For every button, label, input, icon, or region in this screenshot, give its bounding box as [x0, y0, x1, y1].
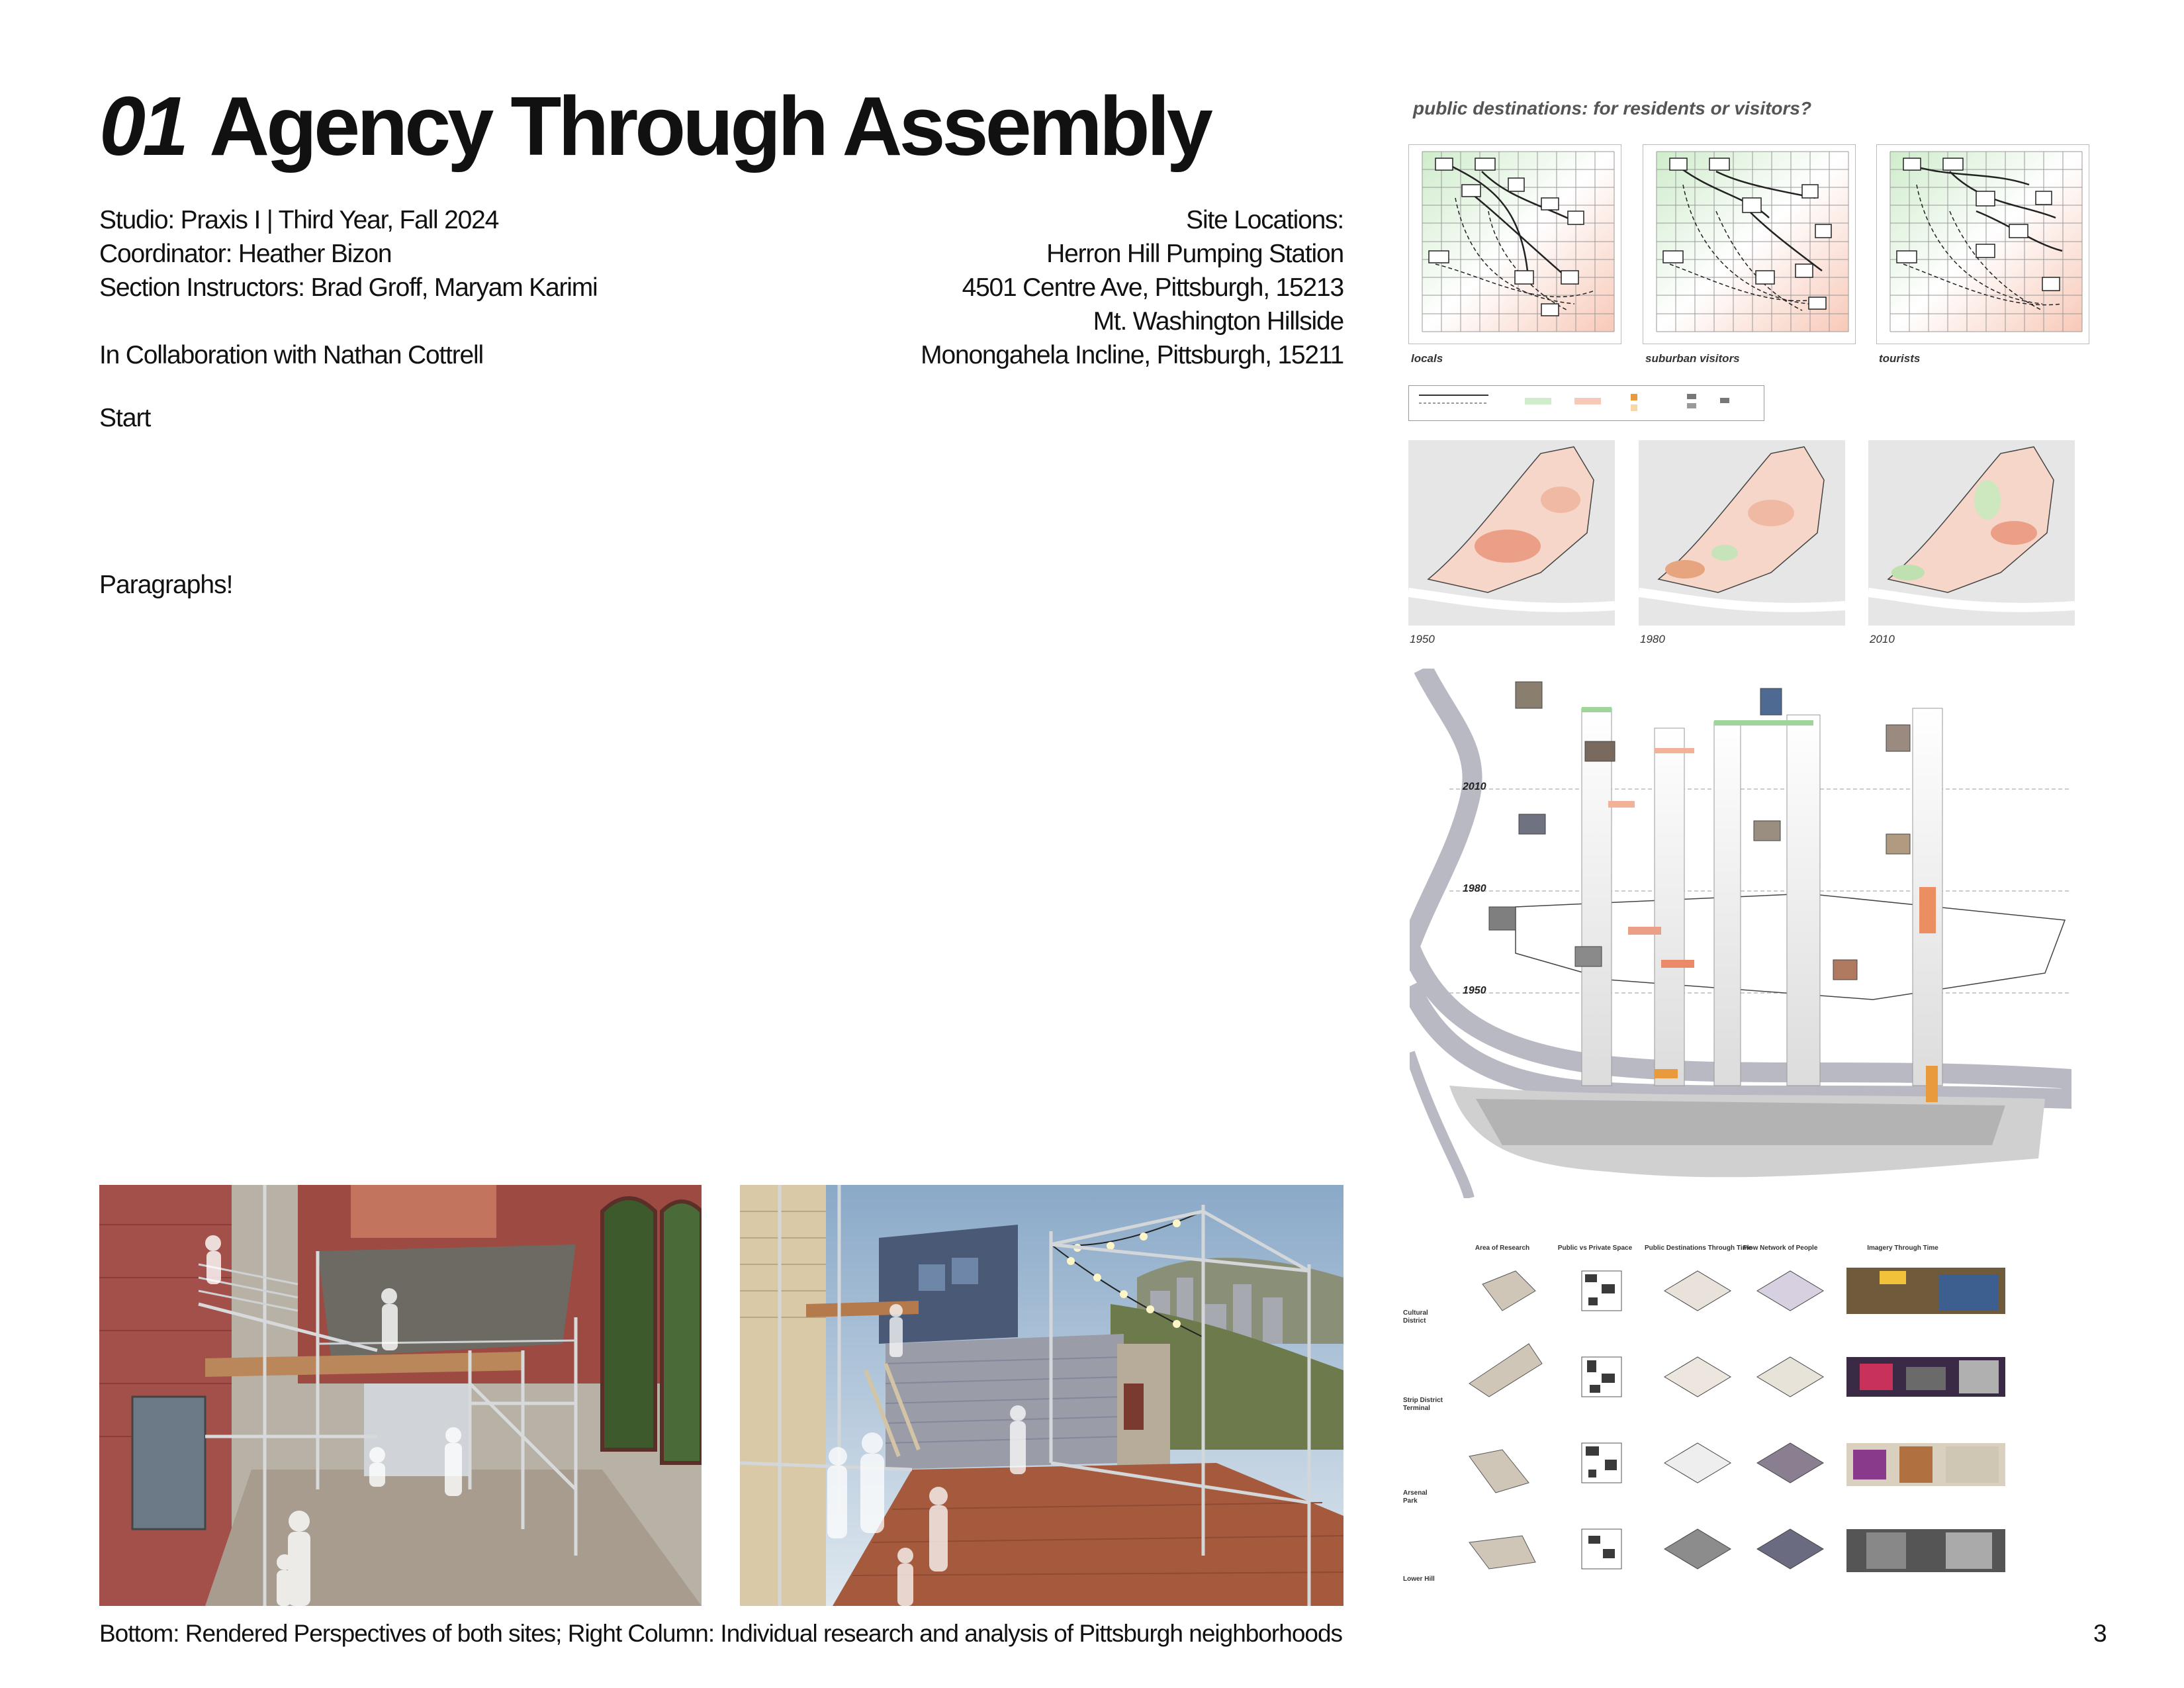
- matrix-row-arsenal: Arsenal Park: [1403, 1489, 1428, 1505]
- render-graphic: [99, 1185, 702, 1606]
- site-1-name: Herron Hill Pumping Station: [1046, 240, 1343, 268]
- grid-label-locals: locals: [1411, 352, 1443, 365]
- instructors-line: Section Instructors: Brad Groff, Maryam Karimi: [99, 273, 598, 302]
- matrix-header-destinations: Public Destinations Through Time: [1645, 1244, 1752, 1252]
- grid-diagram-graphic: [1643, 145, 1855, 344]
- project-title: Agency Through Assembly: [209, 79, 1210, 173]
- map-graphic: [1868, 440, 2075, 626]
- map-label-1950: 1950: [1410, 633, 1435, 645]
- site-2-address: Monongahela Incline, Pittsburgh, 15211: [921, 341, 1343, 369]
- neighborhood-matrix: [1403, 1231, 2098, 1602]
- matrix-header-area: Area of Research: [1475, 1244, 1530, 1252]
- diagram-legend: [1408, 385, 1764, 421]
- matrix-row-lower-hill: Lower Hill: [1403, 1575, 1435, 1583]
- axon-year-1980: 1980: [1463, 883, 1486, 894]
- legend-graphic: [1409, 386, 1764, 420]
- axon-year-1950: 1950: [1463, 985, 1486, 996]
- neighborhood-map-2010: [1868, 440, 2075, 626]
- collaboration-line: In Collaboration with Nathan Cottrell: [99, 341, 483, 369]
- map-graphic: [1408, 440, 1615, 626]
- spacer: [99, 305, 598, 338]
- matrix-header-flow: Flow Network of People: [1743, 1244, 1818, 1252]
- project-number: 01: [99, 79, 186, 173]
- site-locations: [921, 203, 1343, 372]
- grid-diagram-locals: [1408, 144, 1621, 344]
- matrix-header-public-private: Public vs Private Space: [1557, 1244, 1633, 1252]
- site-1-address: 4501 Centre Ave, Pittsburgh, 15213: [962, 273, 1343, 302]
- page-title: [99, 79, 1210, 173]
- interior-perspective-render: [99, 1185, 702, 1606]
- exploded-axonometric-diagram: [1410, 669, 2071, 1198]
- exterior-perspective-render: [740, 1185, 1343, 1606]
- coordinator-line: Coordinator: Heather Bizon: [99, 240, 392, 268]
- paragraphs-text: Paragraphs!: [99, 571, 233, 599]
- neighborhood-map-1950: [1408, 440, 1615, 626]
- map-label-1980: 1980: [1640, 633, 1665, 645]
- axon-graphic: [1410, 669, 2071, 1198]
- site-2-name: Mt. Washington Hillside: [1093, 307, 1343, 336]
- render-graphic: [740, 1185, 1343, 1606]
- grid-diagram-suburban: [1643, 144, 1856, 344]
- diagram-question: public destinations: for residents or visitors?: [1413, 98, 1812, 118]
- grid-label-tourists: tourists: [1879, 352, 1921, 365]
- site-locations-heading: Site Locations:: [1186, 206, 1343, 234]
- matrix-row-strip: Strip District Terminal: [1403, 1397, 1443, 1412]
- studio-line: Studio: Praxis I | Third Year, Fall 2024: [99, 206, 499, 234]
- matrix-graphic: [1403, 1231, 2098, 1602]
- grid-diagram-graphic: [1877, 145, 2089, 344]
- project-info: [99, 203, 598, 372]
- grid-diagram-tourists: [1876, 144, 2089, 344]
- matrix-row-cultural: Cultural District: [1403, 1309, 1428, 1325]
- grid-label-suburban: suburban visitors: [1645, 352, 1740, 365]
- map-graphic: [1639, 440, 1845, 626]
- figure-caption: Bottom: Rendered Perspectives of both sites; Right Column: Individual research and analysis of Pittsburgh neighborhoods: [99, 1620, 1343, 1647]
- map-label-2010: 2010: [1870, 633, 1895, 645]
- axon-year-2010: 2010: [1463, 781, 1486, 792]
- page-number: 3: [2093, 1620, 2107, 1647]
- grid-diagram-graphic: [1409, 145, 1621, 344]
- matrix-header-imagery: Imagery Through Time: [1867, 1244, 1938, 1252]
- neighborhood-map-1980: [1639, 440, 1845, 626]
- start-text: Start: [99, 404, 151, 432]
